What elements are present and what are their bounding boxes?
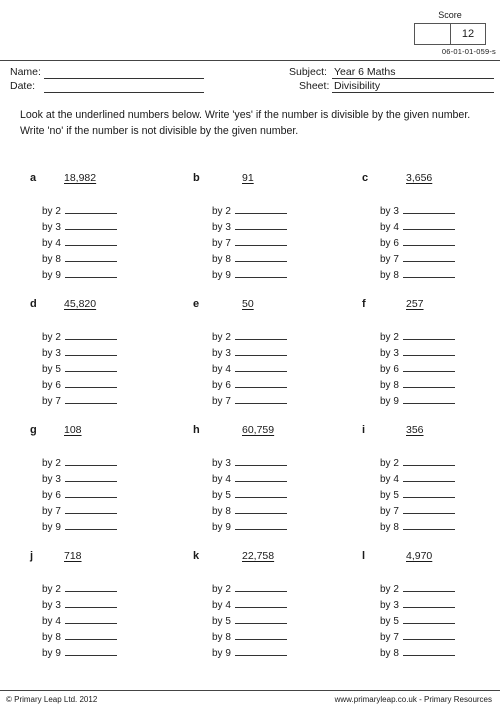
divisor-item bbox=[380, 391, 455, 407]
question-letter: a bbox=[30, 172, 37, 184]
divisor-label: by 5 bbox=[212, 490, 231, 501]
subject-line bbox=[332, 78, 494, 79]
answer-blank[interactable] bbox=[65, 639, 117, 640]
question-letter: i bbox=[362, 424, 366, 436]
score-total: 12 bbox=[461, 28, 475, 40]
divisor-label: by 5 bbox=[380, 490, 399, 501]
divisor-item bbox=[212, 627, 287, 643]
answer-blank[interactable] bbox=[65, 623, 117, 624]
answer-blank[interactable] bbox=[235, 655, 287, 656]
answer-blank[interactable] bbox=[235, 277, 287, 278]
divisor-item bbox=[42, 501, 117, 517]
divisor-label: by 4 bbox=[212, 364, 231, 375]
answer-blank[interactable] bbox=[403, 387, 455, 388]
divisor-label: by 8 bbox=[42, 632, 61, 643]
question-letter: c bbox=[362, 172, 369, 184]
divisor-label: by 3 bbox=[380, 206, 399, 217]
divisor-item bbox=[212, 265, 287, 281]
divisor-label: by 8 bbox=[42, 254, 61, 265]
divisor-label: by 7 bbox=[212, 396, 231, 407]
score-entry-field[interactable] bbox=[415, 24, 451, 44]
divisor-item bbox=[380, 469, 455, 485]
answer-blank[interactable] bbox=[235, 403, 287, 404]
divisor-item bbox=[380, 485, 455, 501]
divisor-label: by 6 bbox=[380, 364, 399, 375]
divisor-label: by 2 bbox=[380, 332, 399, 343]
divisor-label: by 5 bbox=[42, 364, 61, 375]
question-number: 18,982 bbox=[64, 172, 97, 184]
divisor-label: by 2 bbox=[212, 206, 231, 217]
divisor-item bbox=[380, 579, 455, 595]
divisor-item bbox=[380, 453, 455, 469]
answer-blank[interactable] bbox=[65, 355, 117, 356]
divisor-label: by 3 bbox=[42, 474, 61, 485]
divisor-item bbox=[42, 343, 117, 359]
divisor-item bbox=[42, 249, 117, 265]
answer-blank[interactable] bbox=[235, 339, 287, 340]
divisor-item bbox=[42, 391, 117, 407]
divisor-item bbox=[380, 201, 455, 217]
divisor-item bbox=[212, 233, 287, 249]
question-number: 50 bbox=[242, 298, 254, 310]
divisor-label: by 7 bbox=[380, 254, 399, 265]
question-letter: h bbox=[193, 424, 200, 436]
divisor-label: by 9 bbox=[212, 648, 231, 659]
divisor-label: by 9 bbox=[42, 522, 61, 533]
footer-website: www.primaryleap.co.uk - Primary Resources bbox=[334, 695, 492, 704]
divisor-label: by 4 bbox=[42, 238, 61, 249]
divisor-label: by 2 bbox=[212, 332, 231, 343]
footer-copyright: © Primary Leap Ltd. 2012 bbox=[6, 695, 98, 704]
instructions: Look at the underlined numbers below. Write 'yes' if the number is divisible by the given number. Write 'no' if the number is not divisible by the given number. bbox=[20, 109, 471, 137]
answer-blank[interactable] bbox=[235, 355, 287, 356]
answer-blank[interactable] bbox=[235, 387, 287, 388]
answer-blank[interactable] bbox=[65, 607, 117, 608]
answer-blank[interactable] bbox=[403, 277, 455, 278]
question-letter: k bbox=[193, 550, 200, 562]
question-number: 45,820 bbox=[64, 298, 97, 310]
answer-blank[interactable] bbox=[65, 213, 117, 214]
divisor-item bbox=[212, 469, 287, 485]
divisor-label: by 8 bbox=[380, 270, 399, 281]
divisor-item bbox=[380, 517, 455, 533]
divisor-item bbox=[42, 611, 117, 627]
divisor-item bbox=[42, 469, 117, 485]
answer-blank[interactable] bbox=[403, 213, 455, 214]
answer-blank[interactable] bbox=[403, 371, 455, 372]
answer-blank[interactable] bbox=[235, 465, 287, 466]
divisor-item bbox=[42, 265, 117, 281]
answer-blank[interactable] bbox=[65, 245, 117, 246]
divisor-label: by 2 bbox=[380, 458, 399, 469]
answer-blank[interactable] bbox=[403, 529, 455, 530]
answer-blank[interactable] bbox=[65, 591, 117, 592]
name-label: Name: bbox=[10, 66, 41, 78]
divisor-label: by 4 bbox=[212, 600, 231, 611]
divisor-label: by 7 bbox=[380, 632, 399, 643]
answer-blank[interactable] bbox=[403, 513, 455, 514]
answer-blank[interactable] bbox=[403, 639, 455, 640]
answer-blank[interactable] bbox=[403, 403, 455, 404]
subject-value: Year 6 Maths bbox=[334, 66, 396, 78]
divisor-item bbox=[380, 643, 455, 659]
answer-blank[interactable] bbox=[403, 591, 455, 592]
divisor-label: by 6 bbox=[380, 238, 399, 249]
divisor-label: by 9 bbox=[42, 648, 61, 659]
answer-blank[interactable] bbox=[235, 261, 287, 262]
divisor-item bbox=[380, 343, 455, 359]
divisor-item bbox=[42, 627, 117, 643]
divisor-item bbox=[380, 595, 455, 611]
divisor-item bbox=[42, 595, 117, 611]
answer-blank[interactable] bbox=[65, 465, 117, 466]
question-letter: f bbox=[362, 298, 366, 310]
name-field[interactable] bbox=[44, 78, 204, 79]
divisor-label: by 8 bbox=[212, 506, 231, 517]
divisor-item bbox=[212, 343, 287, 359]
divisor-label: by 7 bbox=[42, 396, 61, 407]
divisor-label: by 9 bbox=[380, 396, 399, 407]
answer-blank[interactable] bbox=[403, 481, 455, 482]
answer-blank[interactable] bbox=[235, 607, 287, 608]
divisor-label: by 8 bbox=[380, 380, 399, 391]
divisor-item bbox=[212, 643, 287, 659]
divisor-item bbox=[212, 201, 287, 217]
divisor-label: by 3 bbox=[380, 348, 399, 359]
question-number: 4,970 bbox=[406, 550, 433, 562]
divisor-label: by 8 bbox=[212, 632, 231, 643]
question-number: 22,758 bbox=[242, 550, 275, 562]
divisor-label: by 3 bbox=[212, 458, 231, 469]
answer-blank[interactable] bbox=[403, 339, 455, 340]
divisor-label: by 8 bbox=[380, 648, 399, 659]
sheet-line bbox=[332, 92, 494, 93]
divisor-item bbox=[42, 375, 117, 391]
answer-blank[interactable] bbox=[65, 277, 117, 278]
divisor-item bbox=[380, 327, 455, 343]
divisor-item bbox=[42, 485, 117, 501]
question-number: 3,656 bbox=[406, 172, 433, 184]
divisor-item bbox=[380, 611, 455, 627]
score-box bbox=[414, 23, 486, 45]
answer-blank[interactable] bbox=[65, 497, 117, 498]
subject-label: Subject: bbox=[289, 66, 327, 78]
question-letter: d bbox=[30, 298, 37, 310]
divisor-item bbox=[212, 391, 287, 407]
answer-blank[interactable] bbox=[403, 497, 455, 498]
divisor-item bbox=[42, 217, 117, 233]
answer-blank[interactable] bbox=[235, 245, 287, 246]
divisor-label: by 6 bbox=[42, 490, 61, 501]
divisor-item bbox=[42, 453, 117, 469]
answer-blank[interactable] bbox=[403, 261, 455, 262]
top-rule bbox=[0, 60, 500, 61]
divisor-item bbox=[380, 359, 455, 375]
answer-blank[interactable] bbox=[65, 229, 117, 230]
answer-blank[interactable] bbox=[403, 607, 455, 608]
divisor-label: by 8 bbox=[212, 254, 231, 265]
answer-blank[interactable] bbox=[403, 655, 455, 656]
divisor-item bbox=[212, 249, 287, 265]
divisor-label: by 6 bbox=[212, 380, 231, 391]
date-field[interactable] bbox=[44, 92, 204, 93]
divisor-label: by 7 bbox=[380, 506, 399, 517]
question-letter: j bbox=[30, 550, 34, 562]
divisor-item bbox=[42, 517, 117, 533]
answer-blank[interactable] bbox=[65, 371, 117, 372]
divisor-label: by 3 bbox=[42, 600, 61, 611]
question-letter: e bbox=[193, 298, 200, 310]
divisor-label: by 3 bbox=[42, 222, 61, 233]
divisor-label: by 2 bbox=[42, 206, 61, 217]
divisor-item bbox=[212, 453, 287, 469]
divisor-item bbox=[212, 485, 287, 501]
divisor-label: by 3 bbox=[212, 348, 231, 359]
divisor-label: by 5 bbox=[380, 616, 399, 627]
divisor-label: by 4 bbox=[42, 616, 61, 627]
divisor-label: by 2 bbox=[42, 332, 61, 343]
divisor-item bbox=[212, 359, 287, 375]
answer-blank[interactable] bbox=[65, 513, 117, 514]
question-letter: b bbox=[193, 172, 200, 184]
question-letter: g bbox=[30, 424, 37, 436]
answer-blank[interactable] bbox=[235, 529, 287, 530]
divisor-label: by 7 bbox=[212, 238, 231, 249]
answer-blank[interactable] bbox=[403, 229, 455, 230]
question-number: 60,759 bbox=[242, 424, 275, 436]
divisor-item bbox=[380, 249, 455, 265]
divisor-item bbox=[212, 217, 287, 233]
question-number: 108 bbox=[64, 424, 82, 436]
divisor-item bbox=[380, 233, 455, 249]
answer-blank[interactable] bbox=[235, 213, 287, 214]
divisor-item bbox=[212, 501, 287, 517]
divisor-item bbox=[42, 359, 117, 375]
answer-blank[interactable] bbox=[235, 591, 287, 592]
divisor-item bbox=[212, 595, 287, 611]
answer-blank[interactable] bbox=[235, 639, 287, 640]
divisor-item bbox=[380, 627, 455, 643]
date-label: Date: bbox=[10, 80, 36, 92]
divisor-label: by 3 bbox=[380, 600, 399, 611]
divisor-item bbox=[42, 327, 117, 343]
divisor-label: by 8 bbox=[380, 522, 399, 533]
divisor-label: by 2 bbox=[42, 458, 61, 469]
answer-blank[interactable] bbox=[65, 261, 117, 262]
divisor-label: by 9 bbox=[212, 522, 231, 533]
answer-blank[interactable] bbox=[235, 497, 287, 498]
answer-blank[interactable] bbox=[65, 655, 117, 656]
divisor-item bbox=[42, 643, 117, 659]
sheet-value: Divisibility bbox=[334, 80, 381, 92]
answer-blank[interactable] bbox=[235, 481, 287, 482]
sheet-label: Sheet: bbox=[299, 80, 330, 92]
answer-blank[interactable] bbox=[65, 387, 117, 388]
answer-blank[interactable] bbox=[65, 481, 117, 482]
answer-blank[interactable] bbox=[403, 623, 455, 624]
divisor-label: by 6 bbox=[42, 380, 61, 391]
divisor-label: by 4 bbox=[380, 474, 399, 485]
divisor-item bbox=[42, 579, 117, 595]
divisor-item bbox=[212, 375, 287, 391]
answer-blank[interactable] bbox=[403, 245, 455, 246]
divisor-label: by 7 bbox=[42, 506, 61, 517]
divisor-item bbox=[380, 501, 455, 517]
answer-blank[interactable] bbox=[403, 465, 455, 466]
divisor-item bbox=[212, 579, 287, 595]
bottom-rule bbox=[0, 690, 500, 691]
answer-blank[interactable] bbox=[235, 371, 287, 372]
divisor-item bbox=[380, 265, 455, 281]
divisor-item bbox=[212, 327, 287, 343]
divisor-label: by 5 bbox=[212, 616, 231, 627]
question-number: 356 bbox=[406, 424, 424, 436]
divisor-label: by 9 bbox=[42, 270, 61, 281]
answer-blank[interactable] bbox=[65, 529, 117, 530]
question-number: 718 bbox=[64, 550, 82, 562]
divisor-label: by 3 bbox=[42, 348, 61, 359]
sheet-code: 06-01-01-059-s bbox=[441, 47, 496, 56]
divisor-label: by 3 bbox=[212, 222, 231, 233]
divisor-item bbox=[380, 217, 455, 233]
question-number: 257 bbox=[406, 298, 424, 310]
divisor-label: by 4 bbox=[212, 474, 231, 485]
divisor-label: by 2 bbox=[212, 584, 231, 595]
answer-blank[interactable] bbox=[403, 355, 455, 356]
score-label: Score bbox=[438, 10, 462, 20]
divisor-label: by 2 bbox=[42, 584, 61, 595]
divisor-item bbox=[212, 611, 287, 627]
divisor-label: by 2 bbox=[380, 584, 399, 595]
question-letter: l bbox=[362, 550, 366, 562]
divisor-item bbox=[212, 517, 287, 533]
answer-blank[interactable] bbox=[235, 513, 287, 514]
answer-blank[interactable] bbox=[65, 403, 117, 404]
answer-blank[interactable] bbox=[235, 229, 287, 230]
divisor-item bbox=[42, 201, 117, 217]
answer-blank[interactable] bbox=[65, 339, 117, 340]
divisor-label: by 4 bbox=[380, 222, 399, 233]
answer-blank[interactable] bbox=[235, 623, 287, 624]
divisor-label: by 9 bbox=[212, 270, 231, 281]
question-number: 91 bbox=[242, 172, 254, 184]
divisor-item bbox=[380, 375, 455, 391]
divisor-item bbox=[42, 233, 117, 249]
